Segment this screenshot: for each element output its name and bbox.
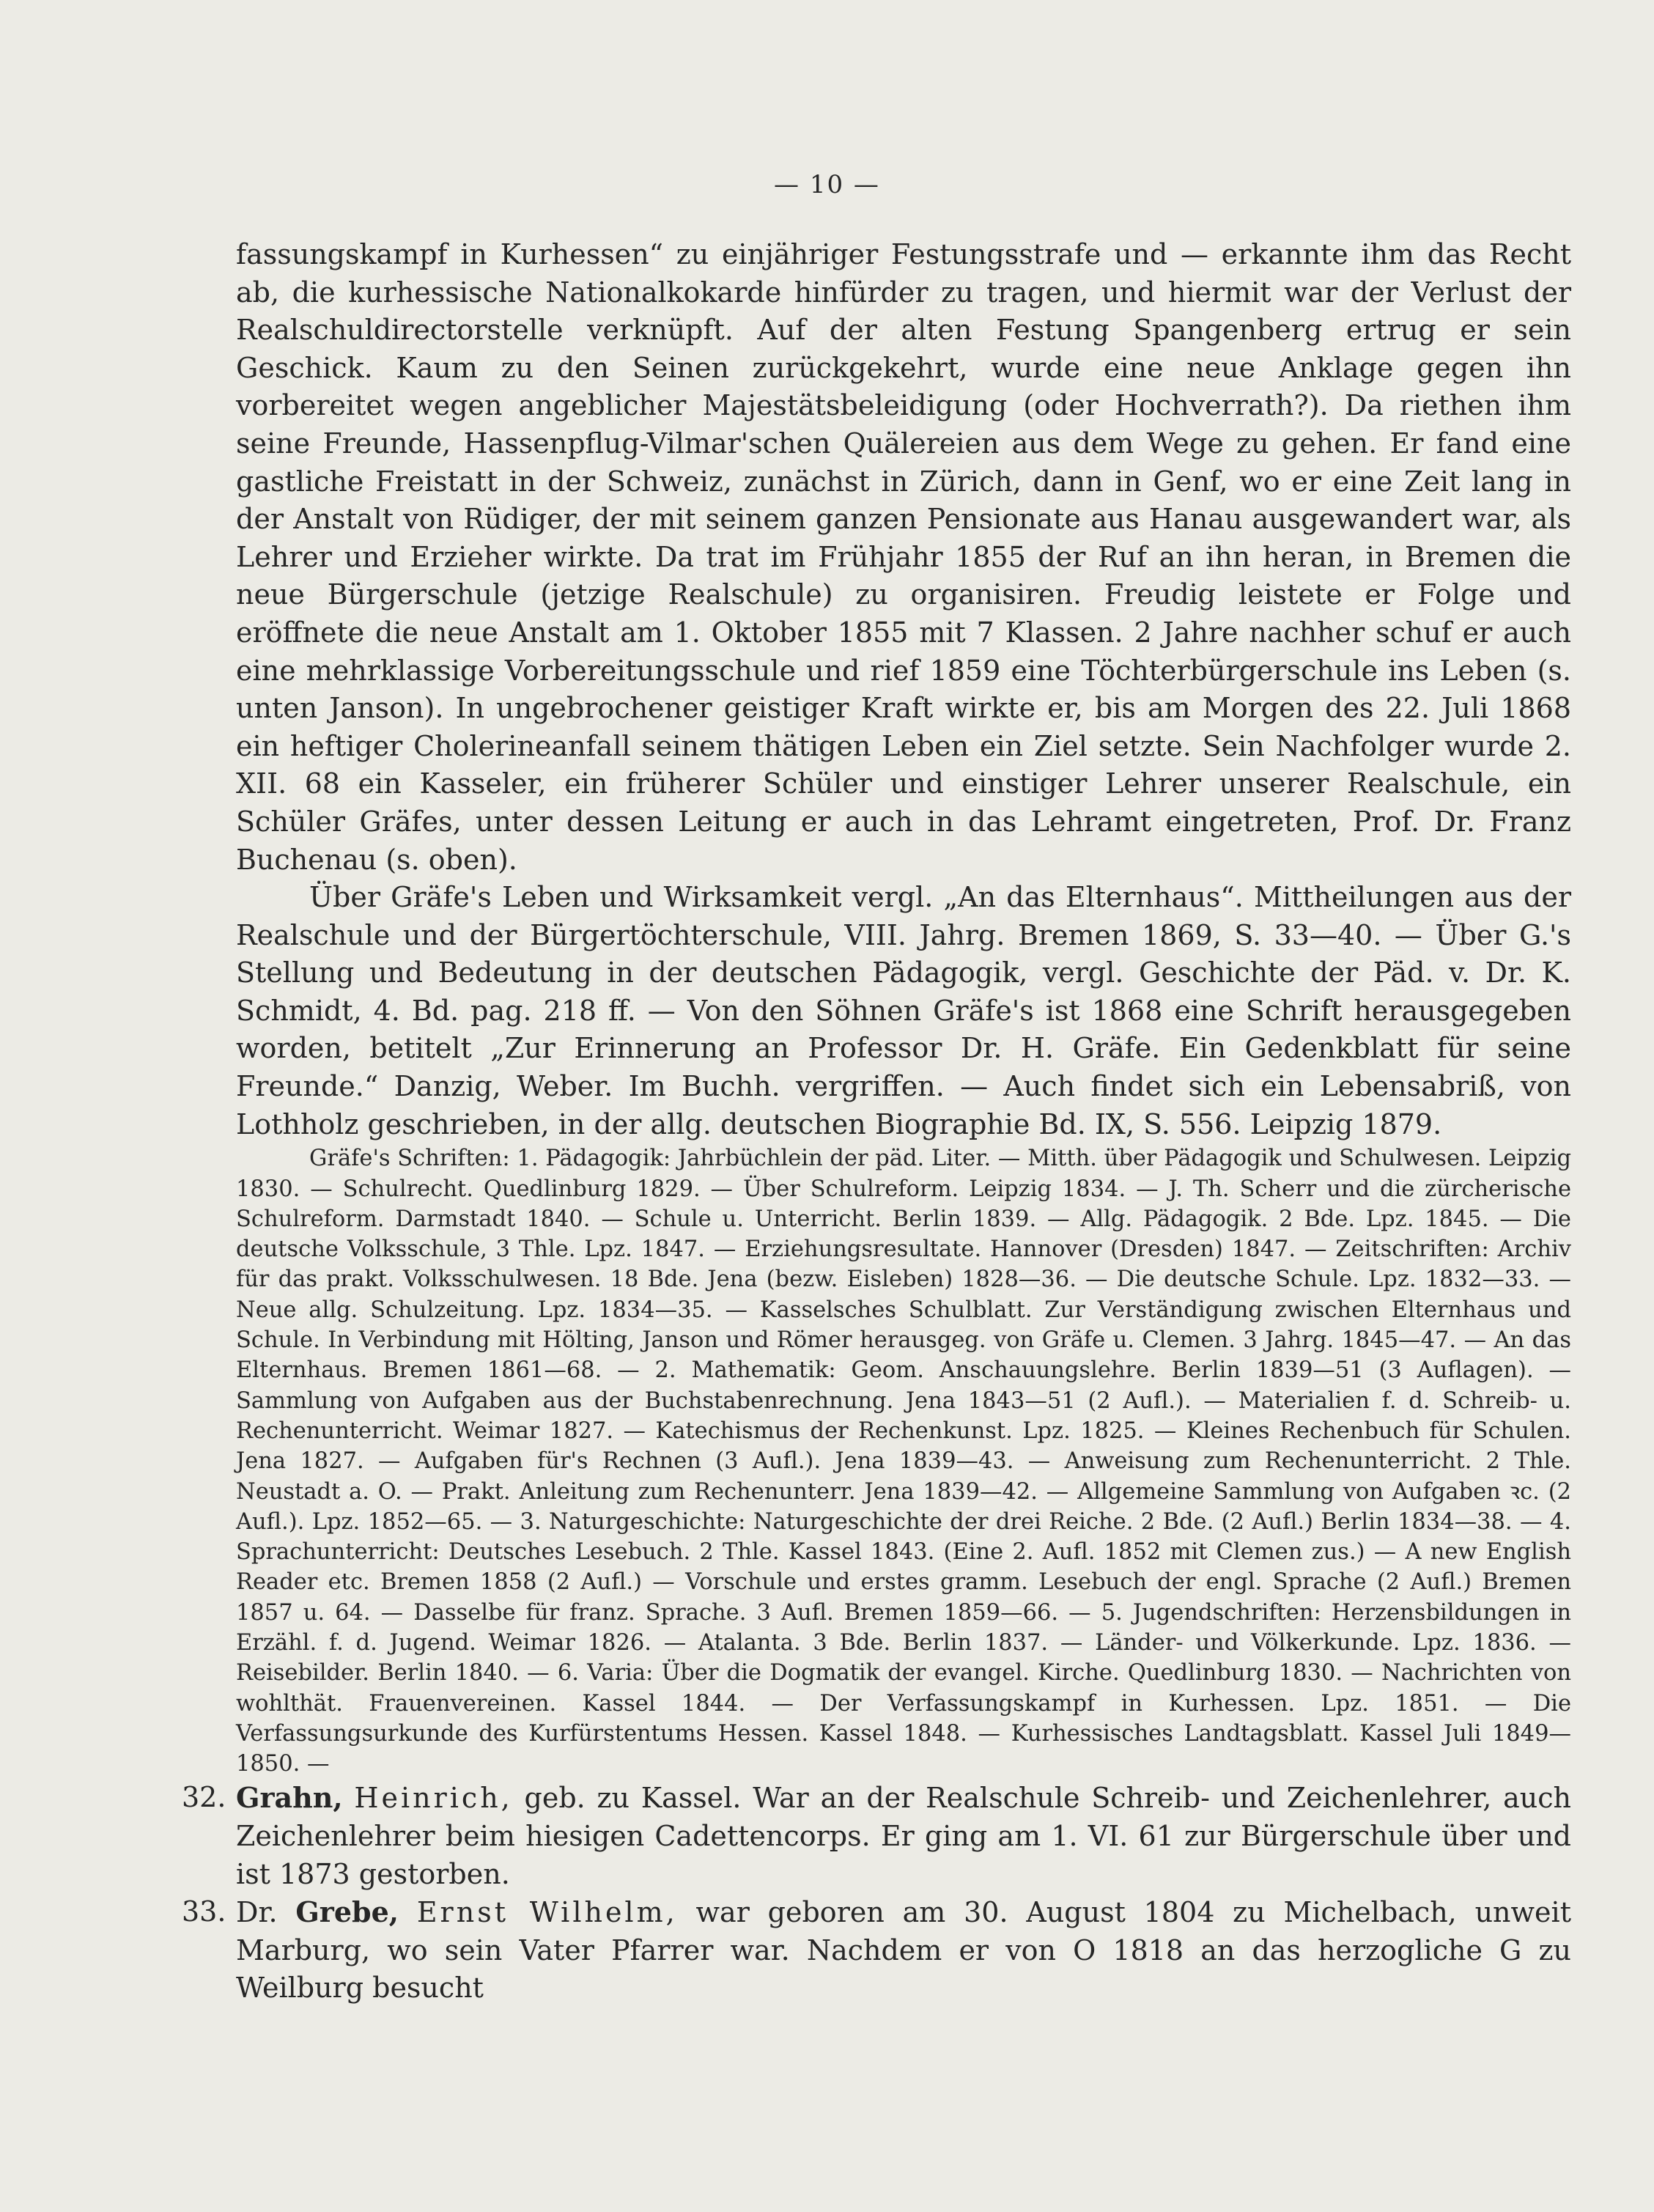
entry-given-name: Heinrich, — [354, 1782, 513, 1815]
entry-prefix: Dr. — [236, 1896, 278, 1929]
entry-surname: Grahn, — [236, 1781, 343, 1815]
paragraph-references: Über Gräfe's Leben und Wirksamkeit vergl. „An das Elternhaus“. Mittheilungen aus der Realschule und der Bürgertöchterschule, VIII. Jahrg. Bremen 1869, S. 33—40. — Über G.'s Stellung und Bedeutung in der deutschen Pädagogik, vergl. Geschichte der Päd. v. Dr. K. Schmidt, 4. Bd. pag. 218 ff. — Von den Söhnen Gräfe's ist 1868 eine Schrift herausgegeben worden, betitelt „Zur Erinnerung an Professor Dr. H. Gräfe. Ein Gedenkblatt für seine Freunde.“ Danzig, Weber. Im Buchh. vergriffen. — Auch findet sich ein Lebensabriß, von Lothholz geschrieben, in der allg. deutschen Biographie Bd. IX, S. 556. Leipzig 1879. — [236, 881, 1571, 1140]
entry-text: war geboren am 30. August 1804 zu Michelbach, unweit Marburg, wo sein Vater Pfarrer war. Nachdem er von O 1818 an das herzogliche G zu Weilburg besucht — [236, 1896, 1571, 2005]
entry-grebe — [182, 1893, 1571, 2008]
paragraph-writings-list: Gräfe's Schriften: 1. Pädagogik: Jahrbüchlein der päd. Liter. — Mitth. über Pädagogik und Schulwesen. Leipzig 1830. — Schulrecht. Quedlinburg 1829. — Über Schulreform. Leipzig 1834. — J. Th. Scherr und die zürcherische Schulreform. Darmstadt 1840. — Schule u. Unterricht. Berlin 1839. — Allg. Pädagogik. 2 Bde. Lpz. 1845. — Die deutsche Volksschule, 3 Thle. Lpz. 1847. — Erziehungsresultate. Hannover (Dresden) 1847. — Zeitschriften: Archiv für das prakt. Volksschulwesen. 18 Bde. Jena (bezw. Eisleben) 1828—36. — Die deutsche Schule. Lpz. 1832—33. — Neue allg. Schulzeitung. Lpz. 1834—35. — Kasselsches Schulblatt. Zur Verständigung zwischen Elternhaus und Schule. In Verbindung mit Hölting, Janson und Römer herausgeg. von Gräfe u. Clemen. 3 Jahrg. 1845—47. — An das Elternhaus. Bremen 1861—68. — 2. Mathematik: Geom. Anschauungslehre. Berlin 1839—51 (3 Auflagen). — Sammlung von Aufgaben aus der Buchstabenrechnung. Jena 1843—51 (2 Aufl.). — Materialien f. d. Schreib- u. Rechenunterricht. Weimar 1827. — Katechismus der Rechenkunst. Lpz. 1825. — Kleines Rechenbuch für Schulen. Jena 1827. — Aufgaben für's Rechnen (3 Aufl.). Jena 1839—43. — Anweisung zum Rechenunterricht. 2 Thle. Neustadt a. O. — Prakt. Anleitung zum Rechenunterr. Jena 1839—42. — Allgemeine Sammlung von Aufgaben ꝛc. (2 Aufl.). Lpz. 1852—65. — 3. Naturgeschichte: Naturgeschichte der drei Reiche. 2 Bde. (2 Aufl.) Berlin 1834—38. — 4. Sprachunterricht: Deutsches Lesebuch. 2 Thle. Kassel 1843. (Eine 2. Aufl. 1852 mit Clemen zus.) — A new English Reader etc. Bremen 1858 (2 Aufl.) — Vorschule und erstes gramm. Lesebuch der engl. Sprache (2 Aufl.) Bremen 1857 u. 64. — Dasselbe für franz. Sprache. 3 Aufl. Bremen 1859—66. — 5. Jugendschriften: Herzensbildungen in Erzähl. f. d. Jugend. Weimar 1826. — Atalanta. 3 Bde. Berlin 1837. — Länder- und Völkerkunde. Lpz. 1836. — Reisebilder. Berlin 1840. — 6. Varia: Über die Dogmatik der evangel. Kirche. Quedlinburg 1830. — Nachrichten von wohlthät. Frauenvereinen. Kassel 1844. — Der Verfassungskampf in Kurhessen. Lpz. 1851. — Die Verfassungsurkunde des Kurfürstentums Hessen. Kassel 1848. — Kurhessisches Landtagsblatt. Kassel Juli 1849—1850. — — [236, 1146, 1571, 1777]
page-body — [182, 236, 1571, 2008]
entry-number: 33. — [182, 1895, 226, 1928]
entry-text: geb. zu Kassel. War an der Realschule Schreib- und Zeichenlehrer, auch Zeichenlehrer beim hiesigen Cadettencorps. Er ging am 1. VI. 61 zur Bürgerschule über und ist 1873 gestorben. — [236, 1782, 1571, 1890]
entry-number: 32. — [182, 1781, 226, 1814]
entry-grahn — [182, 1779, 1571, 1893]
entry-given-name: Ernst Wilhelm, — [416, 1896, 678, 1929]
entry-surname: Grebe, — [295, 1895, 399, 1929]
paragraph-biography: fassungskampf in Kurhessen“ zu einjähriger Festungsstrafe und — erkannte ihm das Recht ab, die kurhessische Nationalkokarde hinfürder zu tragen, und hiermit war der Verlust der Realschuldirectorstelle verknüpft. Auf der alten Festung Spangenberg ertrug er sein Geschick. Kaum zu den Seinen zurückgekehrt, wurde eine neue Anklage gegen ihn vorbereitet wegen angeblicher Majestätsbeleidigung (oder Hochverrath?). Da riethen ihm seine Freunde, Hassenpflug-Vilmar'schen Quälereien aus dem Wege zu gehen. Er fand eine gastliche Freistatt in der Schweiz, zunächst in Zürich, dann in Genf, wo er eine Zeit lang in der Anstalt von Rüdiger, der mit seinem ganzen Pensionate aus Hanau ausgewandert war, als Lehrer und Erzieher wirkte. Da trat im Frühjahr 1855 der Ruf an ihn heran, in Bremen die neue Bürgerschule (jetzige Realschule) zu organisiren. Freudig leistete er Folge und eröffnete die neue Anstalt am 1. Oktober 1855 mit 7 Klassen. 2 Jahre nachher schuf er auch eine mehrklassige Vorbereitungsschule und rief 1859 eine Töchterbürgerschule ins Leben (s. unten Janson). In ungebrochener geistiger Kraft wirkte er, bis am Morgen des 22. Juli 1868 ein heftiger Cholerineanfall seinem thätigen Leben ein Ziel setzte. Sein Nachfolger wurde 2. XII. 68 ein Kasseler, ein früherer Schüler und einstiger Lehrer unserer Realschule, ein Schüler Gräfes, unter dessen Leitung er auch in das Lehramt eingetreten, Prof. Dr. Franz Buchenau (s. oben). — [236, 238, 1571, 876]
page-number: — 10 — — [774, 170, 880, 199]
